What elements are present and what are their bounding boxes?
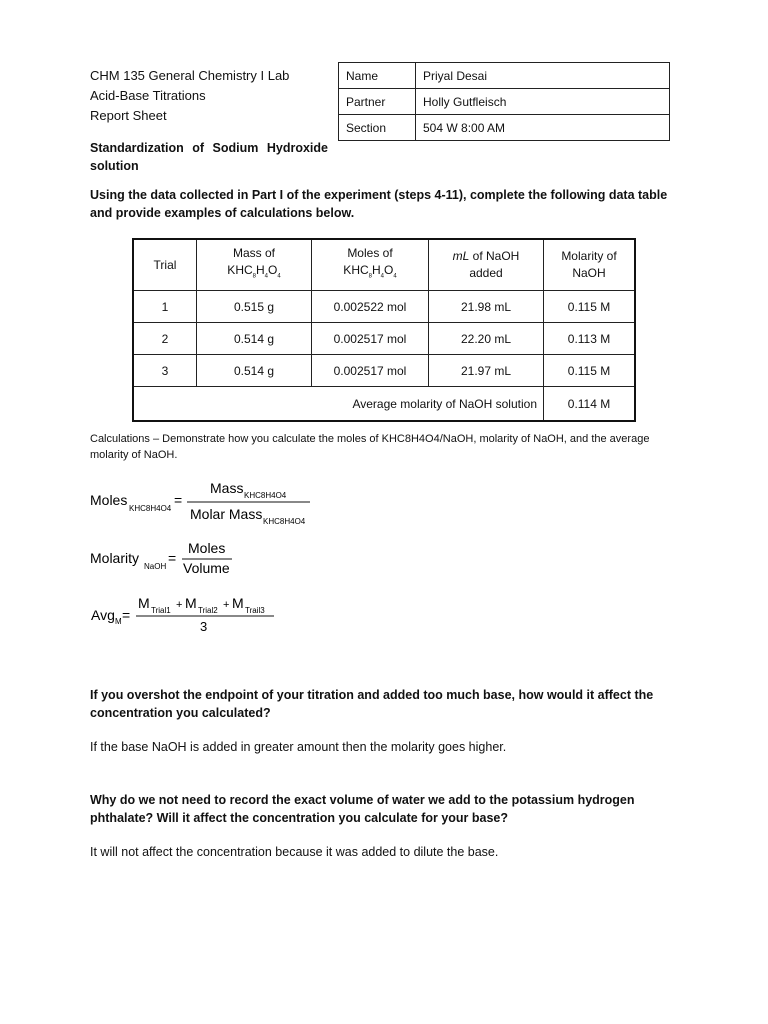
average-row: [133, 387, 635, 422]
col-trial: Trial: [133, 239, 197, 291]
formula-molarity: [86, 538, 256, 580]
formula-equals: =: [122, 607, 131, 623]
formula-average-term3: M: [232, 595, 244, 611]
formula-moles-numerator-sub: KHC8H4O4: [244, 491, 287, 500]
student-info-table: [338, 62, 670, 141]
question-1: If you overshot the endpoint of your titration and added too much base, how would it affect the concentration you calculated?: [90, 688, 654, 720]
table-header-row: [133, 239, 635, 291]
formula-moles: [86, 476, 326, 526]
formula-average-term1: M: [138, 595, 150, 611]
formula-khp: $KHC_8H_4O_4$: [343, 262, 397, 280]
formula-average-term1-sub: Trial1: [151, 606, 171, 615]
partner-label: Partner: [339, 89, 416, 115]
section-value: 504 W 8:00 AM: [416, 115, 670, 141]
formula-moles-denominator: Molar Mass: [190, 506, 263, 522]
name-value: Priyal Desai: [416, 63, 670, 89]
partner-value: Holly Gutfleisch: [416, 89, 670, 115]
formula-plus: +: [223, 599, 230, 611]
formula-equals: =: [174, 492, 183, 508]
table-row: 2 0.514 g 0.002517 mol 22.20 mL 0.113 M: [133, 323, 635, 355]
formula-molarity-numerator: Moles: [188, 540, 226, 556]
formula-average: [86, 592, 286, 636]
formula-molarity-lhs: Molarity: [90, 550, 140, 566]
formula-moles-numerator: Mass: [210, 480, 244, 496]
section-title: Standardization of Sodium Hydroxide solution: [90, 141, 328, 173]
formula-equals: =: [168, 550, 177, 566]
col-ml-naoh: mL of NaOH added: [429, 239, 544, 291]
question-2: Why do we not need to record the exact volume of water we add to the potassium hydrogen phthalate? Will it affect the concentration you calculate for your base?: [90, 793, 635, 825]
formula-average-term3-sub: Trail3: [245, 606, 265, 615]
formula-average-lhs-sub: M: [115, 617, 122, 626]
formula-khp: $KHC_8H_4O_4$: [227, 262, 281, 280]
formula-plus: +: [176, 599, 183, 611]
titration-data-table: [132, 238, 636, 422]
course-title: CHM 135 General Chemistry I Lab: [90, 68, 290, 83]
col-mass: Mass of $KHC_8H_4O_4$: [197, 239, 312, 291]
average-label: Average molarity of NaOH solution: [133, 387, 544, 422]
experiment-title: Acid-Base Titrations: [90, 88, 206, 103]
formula-average-denominator: 3: [200, 619, 208, 634]
section-label: Section: [339, 115, 416, 141]
sheet-title: Report Sheet: [90, 108, 167, 123]
formula-moles-lhs-sub: KHC8H4O4: [129, 504, 172, 513]
formula-average-term2-sub: Trial2: [198, 606, 218, 615]
average-value: 0.114 M: [544, 387, 636, 422]
answer-2: It will not affect the concentration because it was added to dilute the base.: [90, 845, 499, 859]
table-row: 3 0.514 g 0.002517 mol 21.97 mL 0.115 M: [133, 355, 635, 387]
col-molarity: Molarity of NaOH: [544, 239, 636, 291]
formula-moles-denominator-sub: KHC8H4O4: [263, 517, 306, 526]
col-moles: Moles of $KHC_8H_4O_4$: [312, 239, 429, 291]
formula-average-lhs: Avg: [91, 607, 115, 623]
formula-molarity-denominator: Volume: [183, 560, 230, 576]
name-label: Name: [339, 63, 416, 89]
table-row: 1 0.515 g 0.002522 mol 21.98 mL 0.115 M: [133, 291, 635, 323]
answer-1: If the base NaOH is added in greater amount then the molarity goes higher.: [90, 740, 507, 754]
formula-molarity-lhs-sub: NaOH: [144, 562, 167, 571]
formula-moles-lhs: Moles: [90, 492, 128, 508]
instructions: Using the data collected in Part I of the experiment (steps 4-11), complete the following data table and provide examples of calculations below.: [90, 188, 668, 220]
calculations-intro: Calculations – Demonstrate how you calculate the moles of KHC8H4O4/NaOH, molarity of NaOH, and the average molarity of NaOH.: [90, 433, 650, 461]
formula-average-term2: M: [185, 595, 197, 611]
